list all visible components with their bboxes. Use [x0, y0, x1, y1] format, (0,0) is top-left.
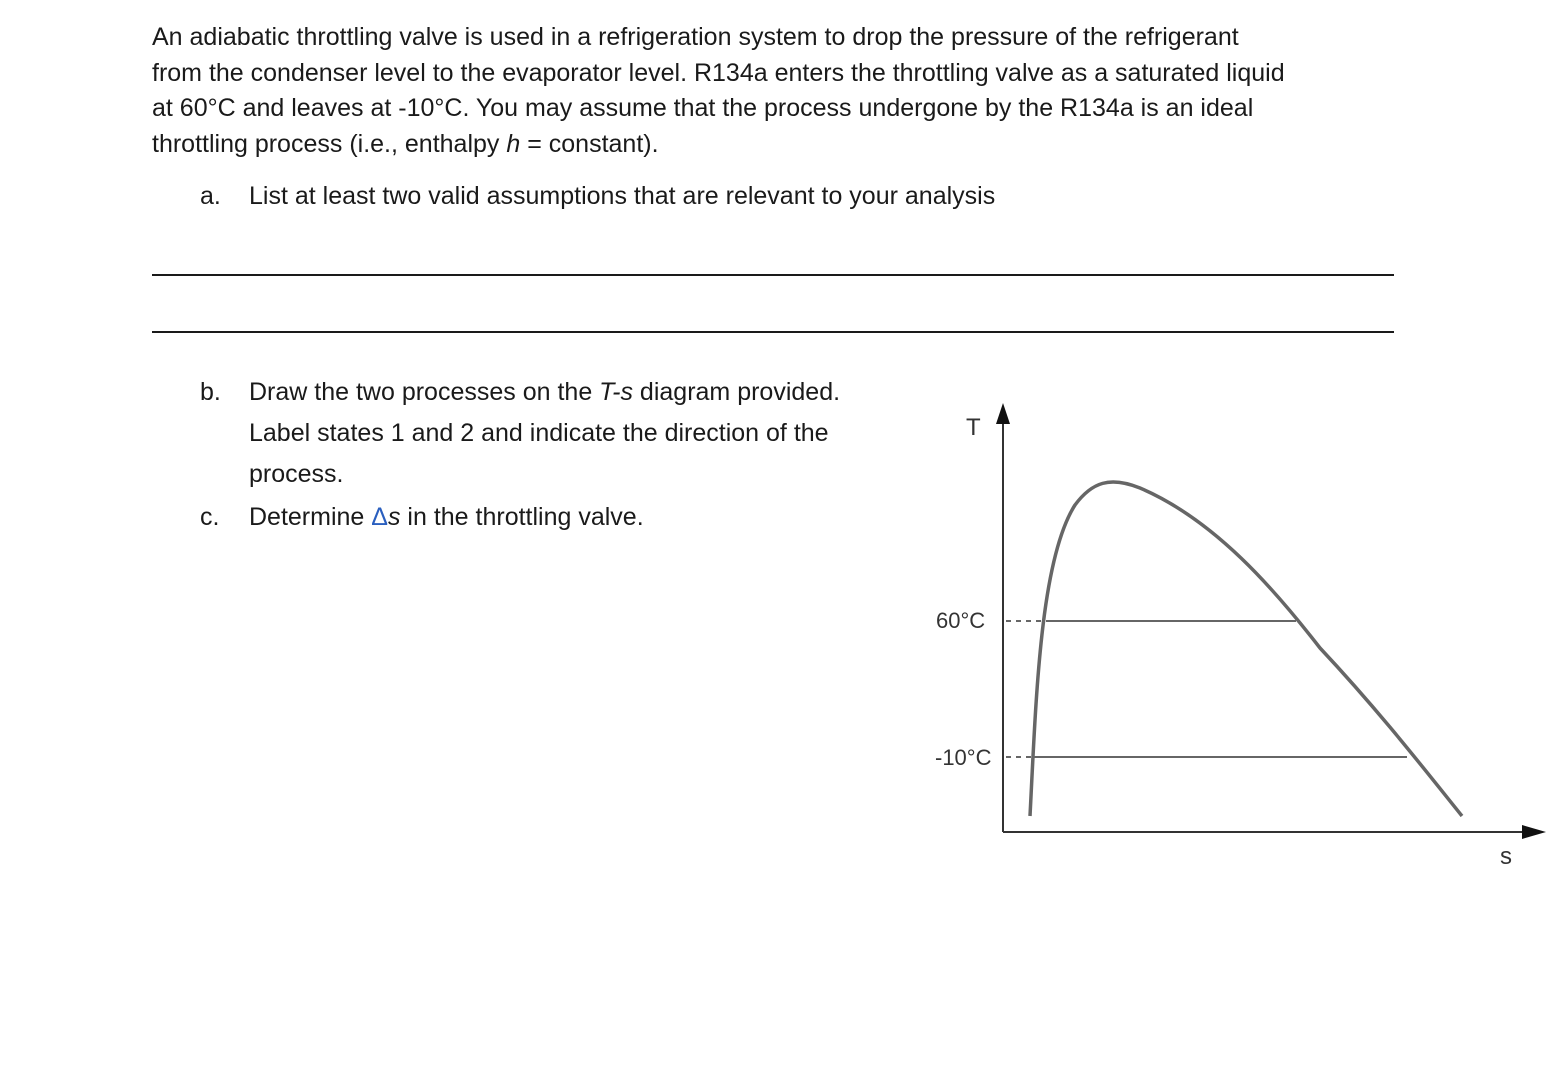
problem-line-2: from the condenser level to the evaporator level. R134a enters the throttling valve as a saturated liquid: [152, 58, 1285, 87]
problem-line-4: [152, 127, 1412, 163]
question-c-text-end: in the throttling valve.: [400, 503, 644, 531]
enthalpy-symbol: h: [506, 129, 521, 158]
t-axis-arrow: [996, 403, 1010, 424]
isotherm-60c-label: 60°C: [936, 608, 986, 633]
answer-line-2: [152, 331, 1394, 333]
answer-line-1: [152, 274, 1394, 276]
question-b-letter: b.: [200, 378, 221, 406]
question-c-letter: c.: [200, 503, 220, 531]
question-a-text: List at least two valid assumptions that are relevant to your analysis: [249, 182, 996, 210]
question-b-line-2: Label states 1 and 2 and indicate the direction of the: [249, 419, 829, 447]
question-c-text-start: Determine: [249, 503, 372, 531]
problem-line-1: An adiabatic throttling valve is used in a refrigeration system to drop the pressure of the refrigerant: [152, 23, 1239, 51]
question-b-line-1-start: Draw the two processes on the: [249, 378, 600, 406]
problem-statement: [152, 20, 1412, 162]
question-b-line-1-end: diagram provided.: [632, 378, 841, 406]
question-b-text: [249, 372, 840, 495]
problem-line-4-end: = constant).: [520, 129, 659, 158]
isotherm-minus10c-label: -10°C: [935, 745, 992, 770]
t-axis-label: T: [966, 414, 981, 441]
question-c-text: [249, 500, 644, 535]
problem-line-3: at 60°C and leaves at -10°C. You may assume that the process undergone by the R134a is an ideal: [152, 94, 1254, 122]
ts-diagram[interactable]: [920, 395, 1550, 880]
problem-line-4-text: throttling process (i.e., enthalpy: [152, 129, 507, 158]
question-a-letter: a.: [200, 182, 221, 210]
s-axis-label: s: [1500, 843, 1512, 870]
question-b-line-3: process.: [249, 460, 344, 488]
entropy-symbol: s: [387, 503, 401, 531]
ts-symbol: T-s: [599, 378, 633, 406]
s-axis-arrow: [1522, 825, 1546, 839]
delta-symbol: Δ: [371, 503, 388, 531]
question-b-line-1: [249, 372, 840, 413]
saturation-dome: [1030, 482, 1462, 816]
